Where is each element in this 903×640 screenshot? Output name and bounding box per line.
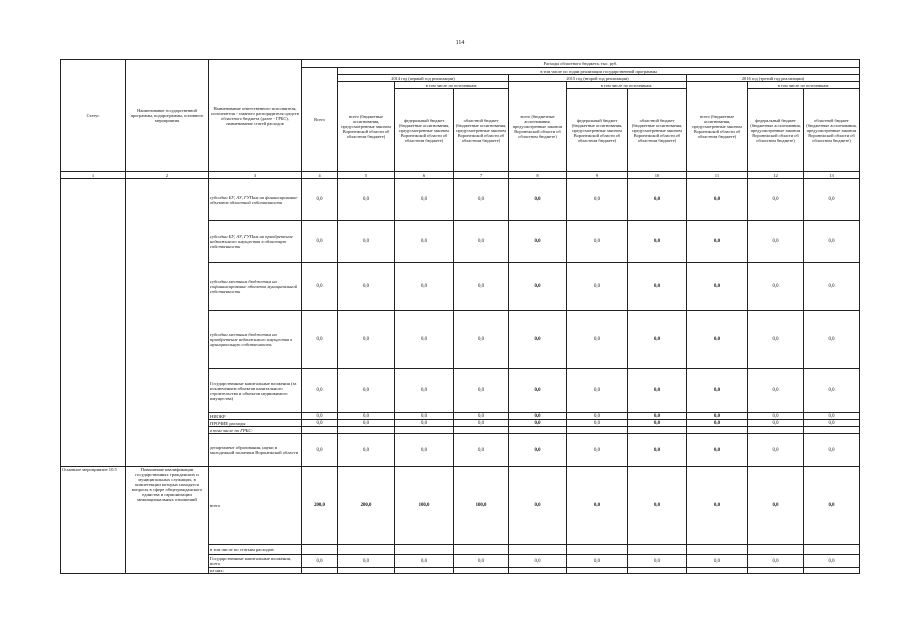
col-number: 4 xyxy=(302,172,338,179)
value-cell: 0,0 xyxy=(687,179,748,221)
row-label: субсидии местным бюджетам на приобретение недвижимого имущества в муниципальную собственность xyxy=(209,311,302,369)
header-fed-2015: федеральный бюджет (бюджетные ассигнования, предусмотренные законом Воронежской области об областном бюджете) xyxy=(567,89,628,172)
header-all-2016: всего (бюджетные ассигнования, предусмотренные законом Воронежской области об областном бюджете) xyxy=(687,82,748,172)
value-cell: 0,0 xyxy=(509,369,567,413)
value-cell: 0,0 xyxy=(567,369,628,413)
value-cell: 0,0 xyxy=(509,413,567,420)
value-cell: 0,0 xyxy=(338,555,395,568)
value-cell xyxy=(748,545,804,555)
value-cell: 0,0 xyxy=(567,263,628,311)
value-cell xyxy=(302,427,338,434)
value-cell xyxy=(567,545,628,555)
value-cell: 0,0 xyxy=(338,179,395,221)
empty-status-cell xyxy=(61,179,126,467)
value-cell: 0,0 xyxy=(748,311,804,369)
value-cell: 0,0 xyxy=(395,555,454,568)
col-number: 12 xyxy=(748,172,804,179)
col-number: 8 xyxy=(509,172,567,179)
row-label: субсидии БУ, АУ, ГУПам на приобретение недвижимого имущества в областную собственность xyxy=(209,221,302,263)
value-cell: 0,0 xyxy=(804,263,860,311)
value-cell xyxy=(302,568,338,574)
value-cell xyxy=(509,545,567,555)
row-label: из них: xyxy=(209,568,302,574)
value-cell xyxy=(748,568,804,574)
value-cell: 0,0 xyxy=(395,221,454,263)
value-cell: 0,0 xyxy=(567,420,628,427)
value-cell: 0,0 xyxy=(628,413,687,420)
header-total: Всего xyxy=(302,68,338,172)
measure-status: Основное мероприятие 10.5 xyxy=(61,467,126,574)
value-cell: 0,0 xyxy=(628,467,687,545)
value-cell: 0,0 xyxy=(804,369,860,413)
value-cell: 0,0 xyxy=(687,434,748,467)
value-cell: 0,0 xyxy=(338,369,395,413)
value-cell: 0,0 xyxy=(804,467,860,545)
value-cell: 0,0 xyxy=(748,467,804,545)
value-cell: 0,0 xyxy=(687,555,748,568)
value-cell: 0,0 xyxy=(628,263,687,311)
value-cell: 0,0 xyxy=(748,413,804,420)
value-cell: 0,0 xyxy=(395,413,454,420)
value-cell: 0,0 xyxy=(804,179,860,221)
value-cell xyxy=(628,568,687,574)
value-cell xyxy=(302,545,338,555)
value-cell xyxy=(395,545,454,555)
value-cell xyxy=(454,545,509,555)
value-cell: 0,0 xyxy=(748,420,804,427)
value-cell: 0,0 xyxy=(748,555,804,568)
value-cell: 0,0 xyxy=(748,263,804,311)
value-cell xyxy=(338,427,395,434)
value-cell: 0,0 xyxy=(454,311,509,369)
value-cell: 0,0 xyxy=(804,420,860,427)
value-cell xyxy=(804,568,860,574)
header-year-2014: 2014 год (первый год реализации) xyxy=(338,75,509,82)
value-cell: 0,0 xyxy=(628,221,687,263)
value-cell: 0,0 xyxy=(628,555,687,568)
value-cell: 0,0 xyxy=(395,369,454,413)
value-cell: 0,0 xyxy=(454,179,509,221)
header-sources-2016: в том числе по источникам: xyxy=(748,82,860,89)
value-cell: 0,0 xyxy=(687,263,748,311)
value-cell: 0,0 xyxy=(302,221,338,263)
value-cell: 0,0 xyxy=(628,434,687,467)
col-number: 5 xyxy=(338,172,395,179)
value-cell: 0,0 xyxy=(567,179,628,221)
header-year-2015: 2015 год (второй год реализации) xyxy=(509,75,687,82)
value-cell: 0,0 xyxy=(748,369,804,413)
header-expenses: Расходы областного бюджета, тыс. руб. xyxy=(302,60,860,68)
value-cell: 0,0 xyxy=(302,434,338,467)
table-row xyxy=(61,467,860,545)
value-cell: 0,0 xyxy=(302,555,338,568)
value-cell: 0,0 xyxy=(567,434,628,467)
value-cell: 0,0 xyxy=(687,413,748,420)
table-row xyxy=(61,179,860,221)
header-sources-2015: в том числе по источникам: xyxy=(567,82,687,89)
value-cell xyxy=(567,568,628,574)
value-cell: 0,0 xyxy=(628,420,687,427)
value-cell: 0,0 xyxy=(687,311,748,369)
value-cell: 0,0 xyxy=(628,311,687,369)
value-cell: 0,0 xyxy=(804,311,860,369)
value-cell: 0,0 xyxy=(338,420,395,427)
value-cell: 100,0 xyxy=(395,467,454,545)
value-cell: 0,0 xyxy=(302,179,338,221)
value-cell xyxy=(687,568,748,574)
header-by-years: в том числе по годам реализации государственной программы xyxy=(338,68,860,75)
col-number: 2 xyxy=(126,172,209,179)
col-number: 9 xyxy=(567,172,628,179)
value-cell: 0,0 xyxy=(748,434,804,467)
header-all-2014: всего (бюджетные ассигнования, предусмотренные законом Воронежской области об областном бюджете) xyxy=(338,82,395,172)
header-fed-2016: федеральный бюджет (бюджетные ассигнования, предусмотренные законом Воронежской области об областном бюджете) xyxy=(748,89,804,172)
col-number: 1 xyxy=(61,172,126,179)
measure-name: Повышение квалификации государственных гражданских и муниципальных служащих, в компетенции которых находятся вопросы в сфере общегражданского единства и гармонизации межнациональных отношений xyxy=(126,467,209,574)
col-number: 11 xyxy=(687,172,748,179)
value-cell: 200,0 xyxy=(302,467,338,545)
value-cell: 0,0 xyxy=(454,369,509,413)
value-cell: 0,0 xyxy=(509,434,567,467)
value-cell: 0,0 xyxy=(567,413,628,420)
value-cell: 0,0 xyxy=(509,311,567,369)
row-label: департамент образования, науки и молодежной политики Воронежской области xyxy=(209,434,302,467)
header-reg-2016: областной бюджет (бюджетные ассигнования, предусмотренные законом Воронежской области об областном бюджете) xyxy=(804,89,860,172)
row-label: ПРОЧИЕ расходы xyxy=(209,420,302,427)
value-cell: 0,0 xyxy=(509,420,567,427)
value-cell: 0,0 xyxy=(302,263,338,311)
value-cell xyxy=(748,427,804,434)
value-cell xyxy=(567,427,628,434)
value-cell: 0,0 xyxy=(454,434,509,467)
value-cell: 0,0 xyxy=(567,555,628,568)
value-cell xyxy=(628,545,687,555)
value-cell: 0,0 xyxy=(687,467,748,545)
value-cell: 0,0 xyxy=(395,311,454,369)
value-cell xyxy=(338,545,395,555)
col-number: 13 xyxy=(804,172,860,179)
value-cell: 0,0 xyxy=(302,369,338,413)
value-cell: 0,0 xyxy=(454,221,509,263)
value-cell: 0,0 xyxy=(804,555,860,568)
value-cell: 0,0 xyxy=(338,413,395,420)
header-sources-2014: в том числе по источникам: xyxy=(395,82,509,89)
value-cell: 0,0 xyxy=(302,413,338,420)
value-cell: 0,0 xyxy=(804,434,860,467)
value-cell: 0,0 xyxy=(509,555,567,568)
value-cell: 0,0 xyxy=(628,369,687,413)
header-reg-2015: областной бюджет (бюджетные ассигнования, предусмотренные законом Воронежской области об областном бюджете) xyxy=(628,89,687,172)
value-cell: 0,0 xyxy=(509,221,567,263)
value-cell xyxy=(338,568,395,574)
value-cell xyxy=(687,427,748,434)
row-label: в том числе по ГРБС: xyxy=(209,427,302,434)
value-cell: 0,0 xyxy=(454,555,509,568)
value-cell: 0,0 xyxy=(804,221,860,263)
row-label: субсидии местным бюджетам на софинансирование объектов муниципальной собственности xyxy=(209,263,302,311)
value-cell: 0,0 xyxy=(302,311,338,369)
header-all-2015: всего (бюджетные ассигнования, предусмотренные законом Воронежской области об областном бюджете) xyxy=(509,82,567,172)
value-cell: 0,0 xyxy=(509,263,567,311)
value-cell xyxy=(804,545,860,555)
col-number: 7 xyxy=(454,172,509,179)
value-cell: 0,0 xyxy=(338,263,395,311)
value-cell xyxy=(509,427,567,434)
header-reg-2014: областной бюджет (бюджетные ассигнования, предусмотренные законом Воронежской области об областном бюджете) xyxy=(454,89,509,172)
value-cell: 0,0 xyxy=(395,179,454,221)
page-number: 114 xyxy=(455,40,465,46)
header-fed-2014: федеральный бюджет (бюджетные ассигнования, предусмотренные законом Воронежской области об областном бюджете) xyxy=(395,89,454,172)
value-cell: 0,0 xyxy=(567,467,628,545)
value-cell: 100,0 xyxy=(454,467,509,545)
value-cell xyxy=(454,427,509,434)
value-cell xyxy=(395,568,454,574)
value-cell: 0,0 xyxy=(338,434,395,467)
value-cell: 0,0 xyxy=(628,179,687,221)
row-label: Государственные капитальные вложения, всего xyxy=(209,555,302,568)
empty-program-cell xyxy=(126,179,209,467)
value-cell xyxy=(687,545,748,555)
value-cell: 0,0 xyxy=(567,311,628,369)
value-cell xyxy=(804,427,860,434)
value-cell: 0,0 xyxy=(687,369,748,413)
value-cell xyxy=(454,568,509,574)
value-cell: 0,0 xyxy=(395,263,454,311)
col-number: 6 xyxy=(395,172,454,179)
value-cell: 0,0 xyxy=(338,311,395,369)
header-program: Наименование государственной программы, подпрограммы, основного мероприятия xyxy=(126,60,209,172)
row-label: в том числе по статьям расходов: xyxy=(209,545,302,555)
value-cell: 0,0 xyxy=(567,221,628,263)
value-cell: 0,0 xyxy=(687,420,748,427)
row-label: субсидии БУ, АУ, ГУПам на финансирование объектов областной собственности xyxy=(209,179,302,221)
value-cell: 0,0 xyxy=(509,179,567,221)
value-cell xyxy=(509,568,567,574)
value-cell: 0,0 xyxy=(395,434,454,467)
row-label: Государственные капитальные вложения (за исключением объектов капитального строительства и объектов недвижимого имущества) xyxy=(209,369,302,413)
value-cell xyxy=(628,427,687,434)
value-cell xyxy=(395,427,454,434)
header-year-2016: 2016 год (третий год реализации) xyxy=(687,75,860,82)
value-cell: 0,0 xyxy=(454,263,509,311)
value-cell: 0,0 xyxy=(509,467,567,545)
row-label: всего xyxy=(209,467,302,545)
value-cell: 0,0 xyxy=(748,179,804,221)
value-cell: 0,0 xyxy=(687,221,748,263)
header-status: Статус xyxy=(61,60,126,172)
value-cell: 0,0 xyxy=(804,413,860,420)
value-cell: 0,0 xyxy=(395,420,454,427)
header-executor: Наименование ответственного исполнителя, исполнителя - главного распорядителя средств областного бюджета (далее - ГРБС), наименование статей расходов xyxy=(209,60,302,172)
value-cell: 0,0 xyxy=(338,221,395,263)
value-cell: 0,0 xyxy=(748,221,804,263)
col-number: 3 xyxy=(209,172,302,179)
value-cell: 0,0 xyxy=(302,420,338,427)
value-cell: 0,0 xyxy=(454,420,509,427)
value-cell: 200,0 xyxy=(338,467,395,545)
col-number: 10 xyxy=(628,172,687,179)
row-label: НИОКР xyxy=(209,413,302,420)
budget-table xyxy=(60,59,860,574)
value-cell: 0,0 xyxy=(454,413,509,420)
